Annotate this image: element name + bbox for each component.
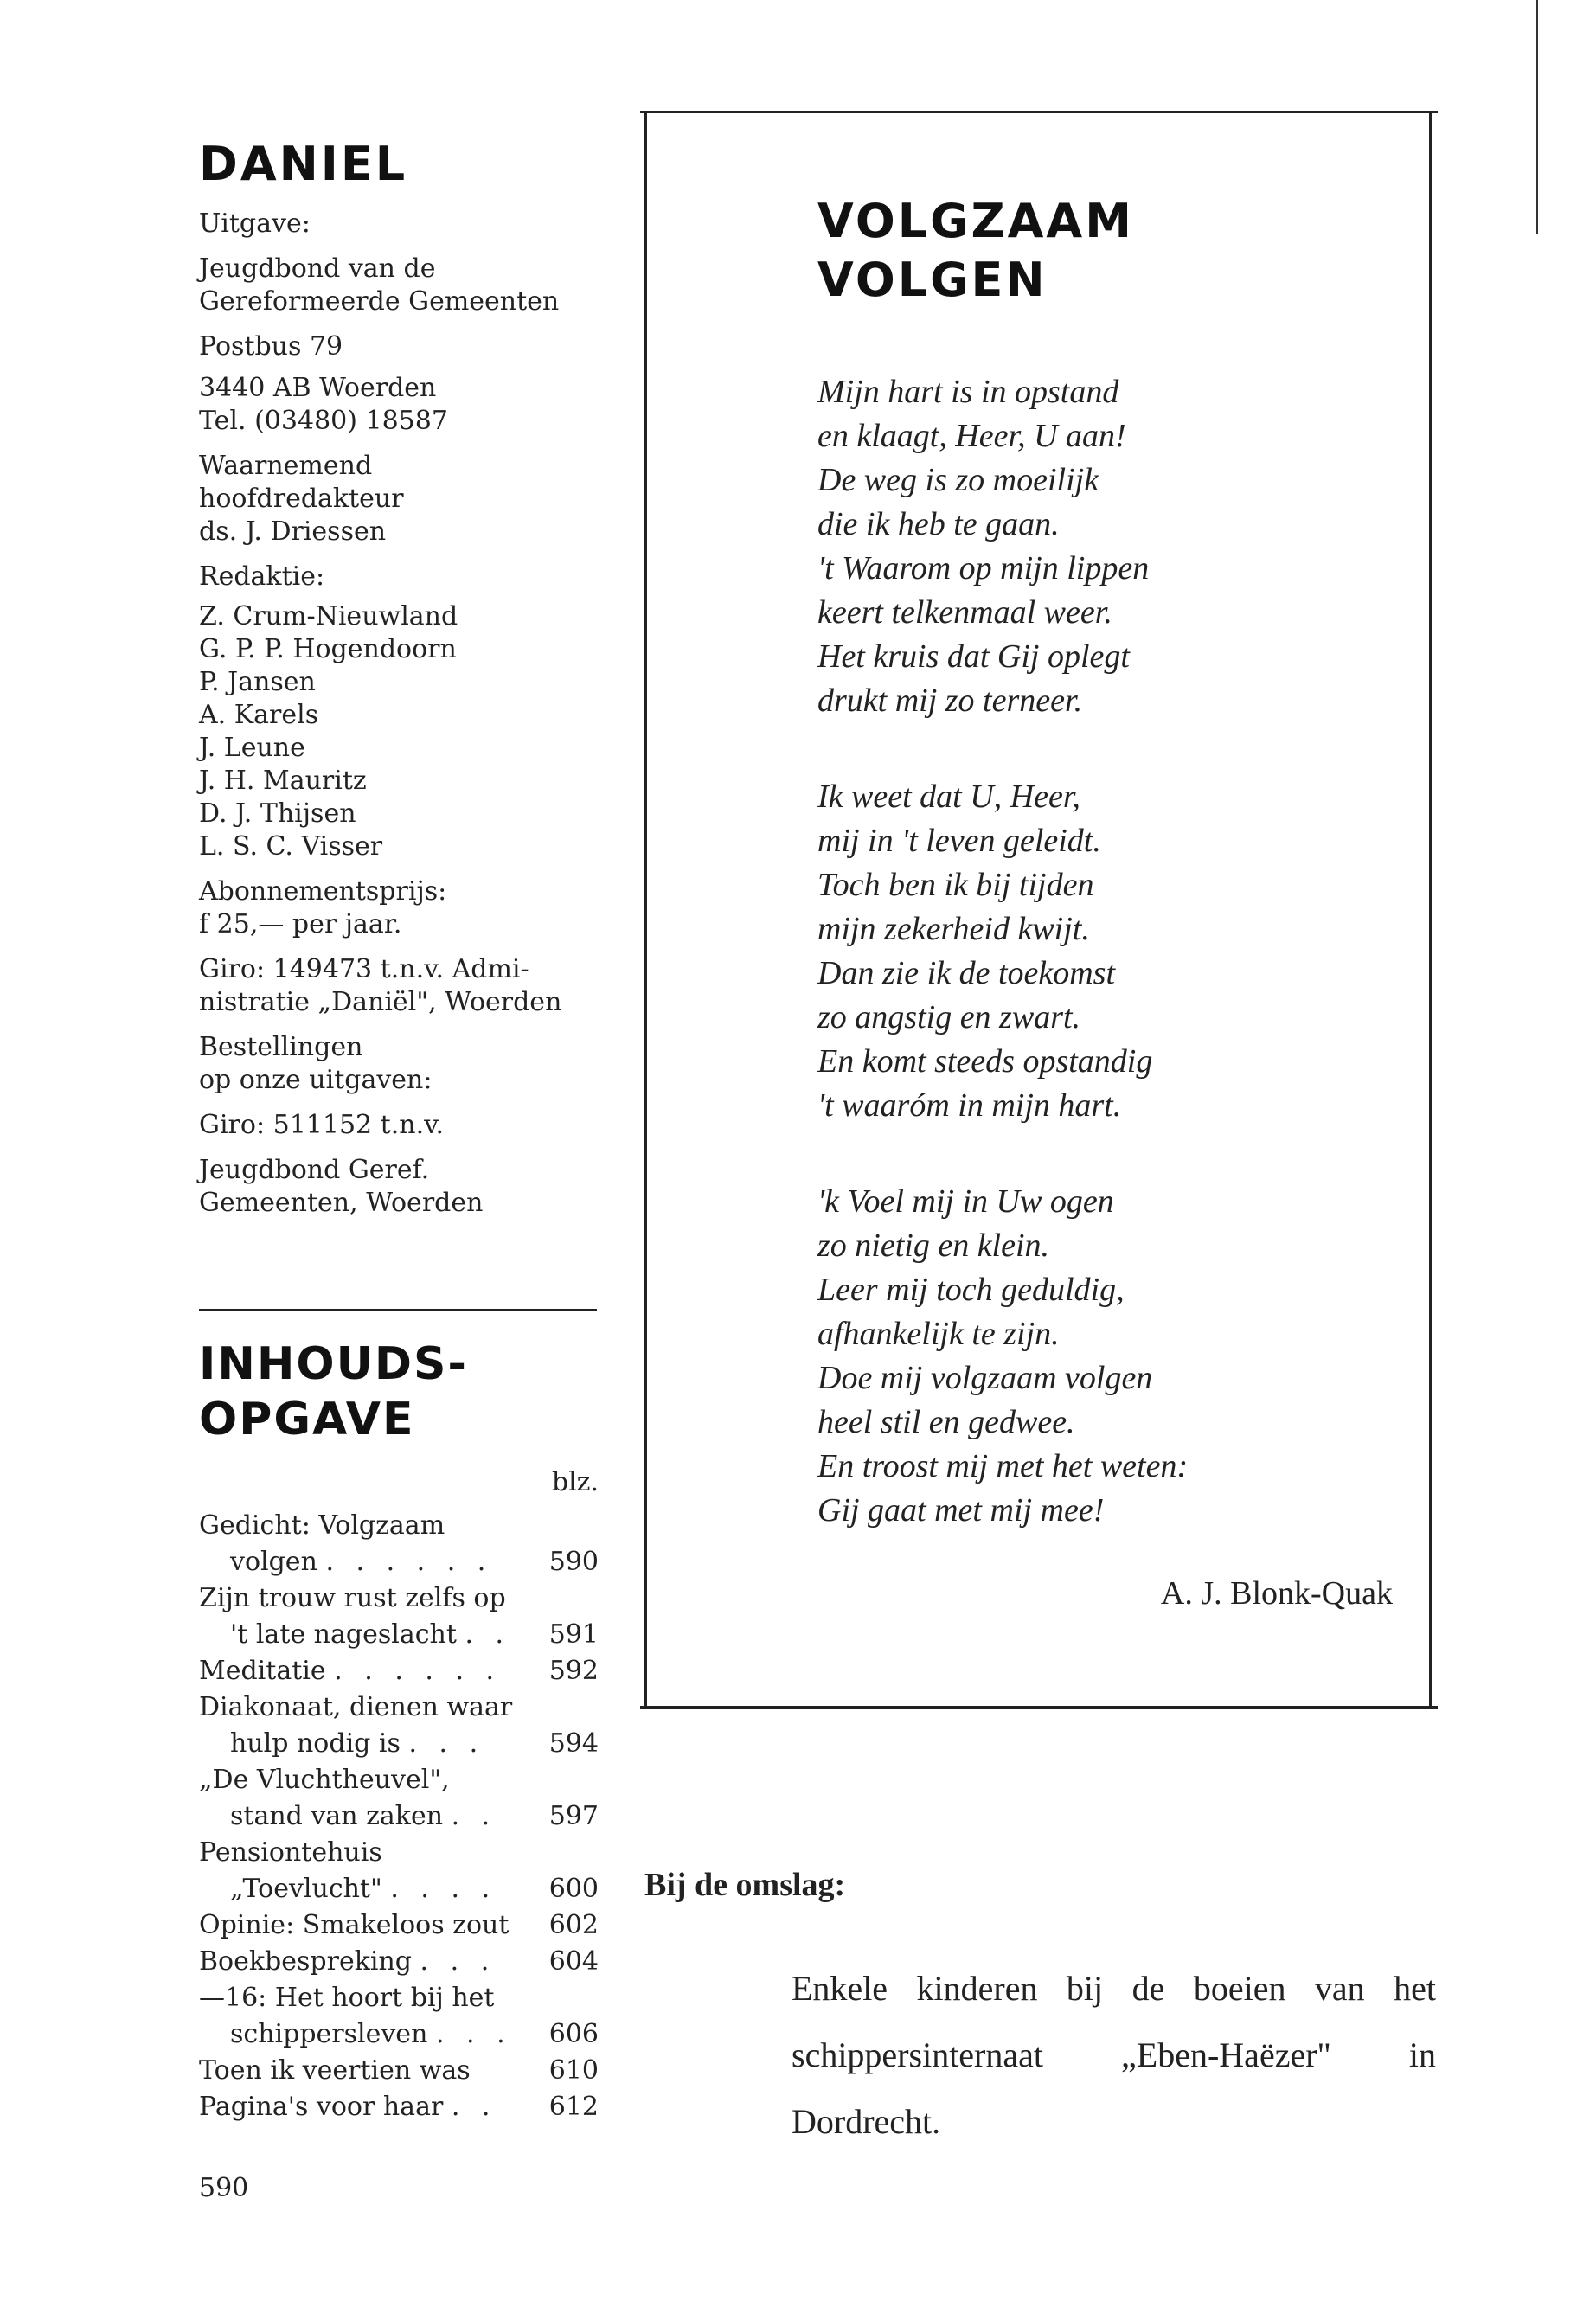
poem-line: mijn zekerheid kwijt.	[817, 911, 1090, 947]
toc-page-number: 610	[548, 2055, 599, 2086]
toc-entry	[199, 2089, 606, 2125]
toc-entry-text: Toen ik veertien was	[199, 2055, 471, 2086]
section-divider	[199, 1309, 597, 1311]
toc-list	[199, 1508, 606, 2125]
address-line: 3440 AB Woerden	[199, 373, 437, 403]
table-of-contents	[199, 1336, 606, 2125]
toc-leader-dots: . . .	[420, 1946, 497, 1977]
toc-entry-title-cont	[199, 1617, 606, 1653]
toc-title-line: INHOUDS-	[199, 1338, 469, 1390]
toc-entry-text: „Toevlucht"	[230, 1874, 382, 1904]
subscription-line: f 25,— per jaar.	[199, 909, 402, 939]
toc-page-number: 600	[548, 1874, 599, 1904]
poem-line: Doe mij volgzaam volgen	[817, 1360, 1153, 1396]
poem-line: 't waaróm in mijn hart.	[817, 1087, 1122, 1124]
toc-entry-title-cont	[199, 1544, 606, 1580]
toc-leader-dots: . .	[451, 1801, 497, 1831]
toc-entry-title	[199, 1653, 606, 1689]
publisher-line: Gereformeerde Gemeenten	[199, 286, 560, 317]
editor-name: L. S. C. Visser	[199, 831, 383, 862]
poem-stanza	[817, 1180, 1388, 1533]
toc-page-number: 612	[548, 2092, 599, 2122]
poem-title-line: VOLGZAAM	[817, 194, 1134, 248]
editor-name: A. Karels	[199, 700, 319, 730]
poem-line: En komt steeds opstandig	[817, 1043, 1153, 1080]
editor-name: J. H. Mauritz	[199, 766, 367, 796]
toc-page-number: 594	[548, 1728, 599, 1759]
poem-line: drukt mij zo terneer.	[817, 683, 1083, 719]
publisher-name	[199, 253, 606, 318]
toc-entry-text: Gedicht: Volgzaam	[199, 1510, 445, 1541]
toc-entry-text: Diakonaat, dienen waar	[199, 1692, 513, 1722]
toc-entry-title	[199, 1944, 606, 1980]
orders-holder-line: Jeugdbond Geref.	[199, 1155, 430, 1185]
toc-entry-title-cont	[199, 1726, 606, 1762]
poem-title	[817, 192, 1134, 310]
poem-line: zo angstig en zwart.	[817, 999, 1081, 1035]
poem-line: zo nietig en klein.	[817, 1227, 1050, 1264]
toc-entry-title-cont	[199, 1798, 606, 1835]
poem-line: Mijn hart is in opstand	[817, 374, 1119, 410]
poem-stanza	[817, 370, 1388, 723]
toc-entry-text: stand van zaken	[230, 1801, 444, 1831]
toc-leader-dots: . .	[451, 2092, 497, 2122]
toc-entry	[199, 1835, 606, 1907]
giro-admin-line: nistratie „Daniël", Woerden	[199, 987, 562, 1017]
subscription-block	[199, 875, 606, 941]
toc-entry-text: volgen	[230, 1547, 317, 1577]
poem-line: Leer mij toch geduldig,	[817, 1272, 1125, 1308]
poem-author: A. J. Blonk-Quak	[1160, 1575, 1393, 1612]
address-block	[199, 330, 606, 438]
toc-page-number: 590	[548, 1547, 599, 1577]
toc-entry	[199, 1580, 606, 1653]
page-number: 590	[199, 2173, 249, 2203]
toc-entry-title	[199, 1762, 606, 1798]
giro-orders-line: Giro: 511152 t.n.v.	[199, 1110, 445, 1140]
poem-line: Ik weet dat U, Heer,	[817, 779, 1080, 815]
toc-leader-dots: . . .	[408, 1728, 485, 1759]
poem-frame-top-rule	[640, 111, 1438, 113]
toc-entry-text: Pensiontehuis	[199, 1837, 382, 1868]
editorial-block	[199, 561, 606, 863]
toc-page-column-label: blz.	[551, 1467, 599, 1497]
editorial-label: Redaktie:	[199, 561, 325, 592]
poem-body	[817, 370, 1388, 1585]
editor-name: D. J. Thijsen	[199, 798, 356, 829]
toc-entry-title	[199, 1907, 606, 1944]
poem-line: heel stil en gedwee.	[817, 1404, 1075, 1440]
masthead-title: DANIEL	[199, 137, 408, 191]
cover-caption-label: Bij de omslag:	[644, 1867, 846, 1903]
orders-holder-block	[199, 1154, 606, 1220]
toc-entry	[199, 1980, 606, 2053]
orders-line: op onze uitgaven:	[199, 1065, 433, 1095]
toc-page-number: 592	[548, 1656, 599, 1686]
orders-line: Bestellingen	[199, 1032, 363, 1062]
toc-entry-text: —16: Het hoort bij het	[199, 1983, 495, 2013]
publisher-label: Uitgave:	[199, 208, 311, 239]
toc-entry-text: Zijn trouw rust zelfs op	[199, 1583, 506, 1613]
poem-line: die ik heb te gaan.	[817, 506, 1060, 542]
toc-leader-dots: . . . . . .	[334, 1656, 502, 1686]
poem-line: en klaagt, Heer, U aan!	[817, 418, 1126, 454]
toc-entry	[199, 2053, 606, 2089]
toc-entry	[199, 1944, 606, 1980]
toc-page-number: 602	[548, 1910, 599, 1940]
poem-line: keert telkenmaal weer.	[817, 594, 1112, 631]
toc-leader-dots: . . .	[435, 2019, 512, 2049]
orders-block	[199, 1031, 606, 1097]
toc-leader-dots: . .	[465, 1619, 511, 1650]
toc-entry-title	[199, 2053, 606, 2089]
giro-orders-block	[199, 1109, 606, 1142]
poem-stanza	[817, 775, 1388, 1128]
publisher-block	[199, 208, 606, 240]
poem-line: mij in 't leven geleidt.	[817, 823, 1101, 859]
toc-leader-dots: . . . . . .	[325, 1547, 493, 1577]
editor-name: Z. Crum-Nieuwland	[199, 601, 458, 631]
giro-admin-line: Giro: 149473 t.n.v. Admi-	[199, 954, 529, 984]
toc-entry-title-cont	[199, 2016, 606, 2053]
poem-line: 'k Voel mij in Uw ogen	[817, 1183, 1114, 1220]
toc-entry-text: hulp nodig is	[230, 1728, 401, 1759]
toc-entry-title	[199, 1689, 606, 1726]
publisher-line: Jeugdbond van de	[199, 253, 436, 284]
toc-entry-title	[199, 1980, 606, 2016]
toc-entry-text: Pagina's voor haar	[199, 2092, 444, 2122]
editor-name: P. Jansen	[199, 667, 316, 697]
address-line: Postbus 79	[199, 331, 343, 362]
toc-entry	[199, 1653, 606, 1689]
poem-line: Dan zie ik de toekomst	[817, 955, 1116, 991]
poem-line: afhankelijk te zijn.	[817, 1316, 1060, 1352]
toc-entry-text: Opinie: Smakeloos zout	[199, 1910, 510, 1940]
toc-page-number: 591	[548, 1619, 599, 1650]
editor-name: J. Leune	[199, 733, 305, 763]
toc-leader-dots: . . . .	[390, 1874, 497, 1904]
orders-holder-line: Gemeenten, Woerden	[199, 1188, 484, 1218]
poem-line: En troost mij met het weten:	[817, 1448, 1189, 1484]
poem-frame-bottom-rule	[640, 1706, 1438, 1709]
acting-editor-line: Waarnemend	[199, 451, 373, 481]
editor-name: G. P. P. Hogendoorn	[199, 634, 457, 664]
toc-entry	[199, 1508, 606, 1580]
acting-editor-block	[199, 450, 606, 548]
toc-entry-title	[199, 1508, 606, 1544]
toc-page-number: 604	[548, 1946, 599, 1977]
toc-page-number: 606	[548, 2019, 599, 2049]
acting-editor-line: hoofdredakteur	[199, 484, 404, 514]
poem-line: 't Waarom op mijn lippen	[817, 550, 1150, 586]
poem-line: Toch ben ik bij tijden	[817, 867, 1094, 903]
toc-entry-text: „De Vluchtheuvel",	[199, 1765, 450, 1795]
poem-title-line: VOLGEN	[817, 253, 1048, 307]
toc-entry-text: 't late nageslacht	[230, 1619, 457, 1650]
acting-editor-line: ds. J. Driessen	[199, 516, 387, 547]
page-edge-line	[1536, 0, 1538, 234]
toc-page-number: 597	[548, 1801, 599, 1831]
poem-line: De weg is zo moeilijk	[817, 462, 1099, 498]
toc-entry-title	[199, 1835, 606, 1871]
subscription-line: Abonnementsprijs:	[199, 876, 447, 907]
toc-title-line: OPGAVE	[199, 1394, 415, 1445]
toc-entry-text: Boekbespreking	[199, 1946, 412, 1977]
address-line: Tel. (03480) 18587	[199, 406, 448, 436]
colophon	[199, 138, 606, 1232]
toc-entry-title	[199, 2089, 606, 2125]
toc-entry	[199, 1689, 606, 1762]
poem-line: Gij gaat met mij mee!	[817, 1492, 1105, 1529]
toc-entry-title-cont	[199, 1871, 606, 1907]
toc-entry-text: schippersleven	[230, 2019, 428, 2049]
giro-admin-block	[199, 953, 606, 1019]
poem-line: Het kruis dat Gij oplegt	[817, 638, 1130, 675]
toc-entry	[199, 1907, 606, 1944]
toc-title	[199, 1336, 606, 1447]
cover-caption-text: Enkele kinderen bij de boeien van het schippersinternaat „Eben-Haëzer" in Dordrecht.	[792, 1969, 1436, 2141]
toc-entry-title	[199, 1580, 606, 1617]
toc-entry-text: Meditatie	[199, 1656, 326, 1686]
toc-entry	[199, 1762, 606, 1835]
